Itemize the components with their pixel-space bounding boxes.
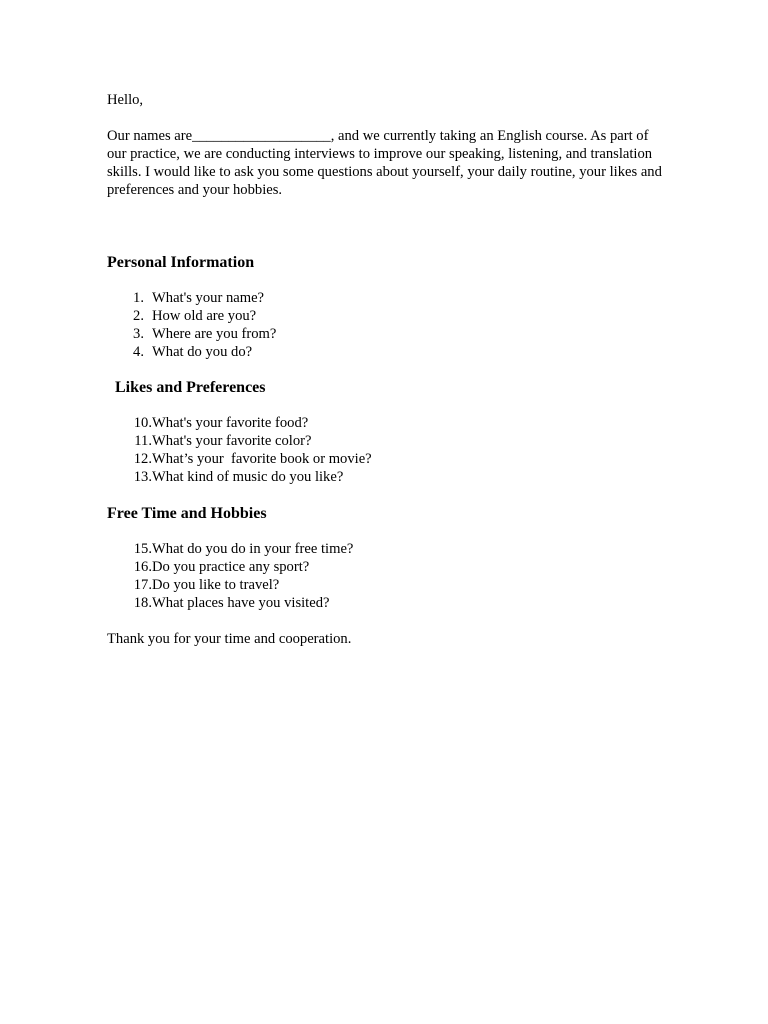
- section-title-free-time-and-hobbies: Free Time and Hobbies: [107, 505, 267, 522]
- question-text: Do you like to travel?: [152, 577, 280, 593]
- list-item: [107, 540, 667, 558]
- closing-text: Thank you for your time and cooperation.: [107, 631, 352, 647]
- question-number: 3.: [133, 326, 144, 342]
- question-text: Where are you from?: [152, 326, 277, 342]
- question-text: Do you practice any sport?: [152, 559, 310, 575]
- section-title-likes-and-preferences: Likes and Preferences: [115, 379, 266, 396]
- list-item: [107, 576, 667, 594]
- question-list-likes-and-preferences: [107, 414, 667, 486]
- question-text: What's your name?: [152, 290, 265, 306]
- list-item: [107, 325, 667, 343]
- document-page: [107, 91, 667, 648]
- question-text: What do you do in your free time?: [152, 541, 354, 557]
- question-text: How old are you?: [152, 308, 257, 324]
- question-number: 11.: [134, 433, 152, 449]
- greeting-text: Hello,: [107, 92, 144, 108]
- question-text: What do you do?: [152, 344, 253, 360]
- question-number: 15.: [133, 541, 152, 557]
- question-number: 4.: [133, 344, 144, 360]
- question-list-personal-information: [107, 289, 667, 361]
- question-number: 17.: [133, 577, 152, 593]
- question-number: 10.: [133, 415, 152, 431]
- list-item: [107, 468, 667, 486]
- list-item: [107, 558, 667, 576]
- question-number: 18.: [133, 595, 152, 611]
- question-number: 13.: [133, 469, 152, 485]
- list-item: [107, 432, 667, 450]
- list-item: [107, 450, 667, 468]
- intro-paragraph: Our names are___________________, and we currently taking an English course. As part of our practice, we are conducting interviews to improve our speaking, listening, and translation skills. I would like to ask you some questions about yourself, your daily routine, your likes and preferences and your hobbies.: [107, 128, 662, 198]
- list-item: [107, 307, 667, 325]
- question-text: What's your favorite color?: [152, 433, 312, 449]
- section-title-personal-information: Personal Information: [107, 254, 255, 271]
- question-number: 16.: [133, 559, 152, 575]
- question-text: What places have you visited?: [152, 595, 330, 611]
- question-text: What kind of music do you like?: [152, 469, 344, 485]
- question-number: 2.: [133, 308, 144, 324]
- question-text: What's your favorite food?: [152, 415, 309, 431]
- question-number: 12.: [133, 451, 152, 467]
- list-item: [107, 414, 667, 432]
- question-number: 1.: [133, 290, 144, 306]
- list-item: [107, 343, 667, 361]
- list-item: [107, 289, 667, 307]
- question-list-free-time-and-hobbies: [107, 540, 667, 612]
- list-item: [107, 594, 667, 612]
- question-text: What’s your favorite book or movie?: [152, 451, 372, 467]
